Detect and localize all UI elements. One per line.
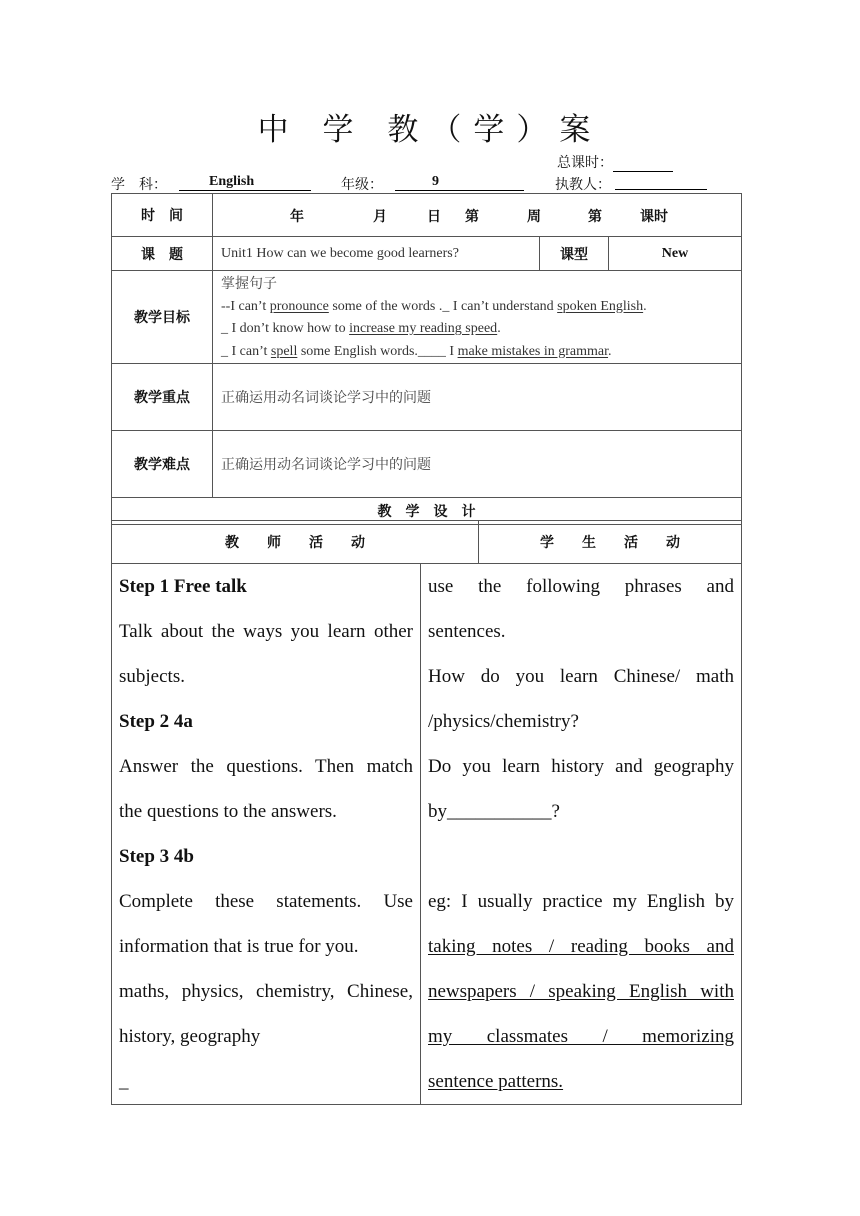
step-1-line-1: Talk about the ways you learn other bbox=[119, 621, 413, 642]
date-cell bbox=[213, 194, 742, 237]
step-3-line-3: maths, physics, chemistry, Chinese, bbox=[119, 981, 413, 1002]
step-1-title: Step 1 Free talk bbox=[119, 576, 247, 597]
student-line-6: by___________? bbox=[428, 801, 560, 822]
goal-spoken-english: spoken English bbox=[557, 298, 644, 314]
total-hours-label: 总课时： bbox=[557, 155, 613, 171]
student-activity-col bbox=[421, 564, 742, 1105]
goal-line-2: _ I don’t know how to increase my reading speed. bbox=[221, 321, 501, 336]
grade-label: 年级： bbox=[341, 177, 383, 193]
key-points-text: 正确运用动名词谈论学习中的问题 bbox=[213, 364, 742, 431]
design-header: 教 学 设 计 bbox=[112, 498, 742, 525]
week-label: 周 bbox=[527, 209, 541, 225]
step-3-line-5: _ bbox=[119, 1071, 129, 1092]
student-line-8: taking notes / reading books and bbox=[428, 936, 734, 957]
step-2-line-1: Answer the questions. Then match bbox=[119, 756, 413, 777]
student-line-9: newspapers / speaking English with bbox=[428, 981, 734, 1002]
step-3-line-1: Complete these statements. Use bbox=[119, 891, 413, 912]
grade-value[interactable]: 9 bbox=[395, 174, 524, 191]
subject-value[interactable]: English bbox=[179, 174, 311, 191]
student-activity-header: 学 生 活 动 bbox=[479, 521, 742, 564]
meta-row bbox=[111, 174, 741, 194]
day-label: 日 bbox=[427, 209, 441, 225]
time-label: 时 间 bbox=[112, 194, 213, 237]
teacher-activity-header: 教 师 活 动 bbox=[112, 521, 479, 564]
goal-line-3: _ I can’t spell some English words.____ I make mistakes in grammar. bbox=[221, 343, 612, 359]
difficulties-text: 正确运用动名词谈论学习中的问题 bbox=[213, 431, 742, 498]
goal-spell: spell bbox=[270, 343, 298, 359]
di-label-1: 第 bbox=[465, 209, 479, 225]
goal-pronounce: pronounce bbox=[269, 298, 329, 314]
activity-table bbox=[111, 563, 742, 1105]
step-3-line-4: history, geography bbox=[119, 1026, 261, 1047]
goals-label: 教学目标 bbox=[112, 271, 213, 364]
year-label: 年 bbox=[290, 209, 304, 225]
student-line-10: my classmates / memorizing bbox=[428, 1026, 734, 1047]
student-line-blank bbox=[428, 834, 734, 879]
student-line-1: use the following phrases and bbox=[428, 576, 734, 597]
student-line-7: eg: I usually practice my English by bbox=[428, 891, 734, 912]
activity-header-table bbox=[111, 520, 742, 564]
student-line-5: Do you learn history and geography bbox=[428, 756, 734, 777]
period-label: 课时 bbox=[640, 209, 668, 225]
total-hours-blank[interactable] bbox=[613, 157, 673, 172]
goal-grammar: make mistakes in grammar bbox=[457, 343, 609, 359]
step-3-title: Step 3 4b bbox=[119, 846, 194, 867]
goals-content bbox=[213, 271, 742, 364]
step-3-line-2: information that is true for you. bbox=[119, 936, 359, 957]
goals-heading: 掌握句子 bbox=[221, 276, 277, 292]
goal-line-1: --I can’t pronounce some of the words ._ I can’t understand spoken English. bbox=[221, 298, 647, 314]
student-line-3: How do you learn Chinese/ math bbox=[428, 666, 734, 687]
goal-reading-speed: increase my reading speed bbox=[349, 321, 498, 336]
type-label: 课型 bbox=[540, 237, 609, 271]
topic-value: Unit1 How can we become good learners? bbox=[213, 237, 540, 271]
teacher-value[interactable] bbox=[615, 174, 707, 190]
student-line-4: /physics/chemistry? bbox=[428, 711, 579, 732]
step-1-line-2: subjects. bbox=[119, 666, 185, 687]
topic-label: 课 题 bbox=[112, 237, 213, 271]
teacher-activity-col bbox=[112, 564, 421, 1105]
lesson-info-table bbox=[111, 193, 742, 525]
subject-label: 学 科： bbox=[111, 177, 167, 193]
teacher-label: 执教人： bbox=[555, 177, 611, 193]
page-title: 中 学 教（学）案 bbox=[257, 112, 603, 148]
student-line-11: sentence patterns. bbox=[428, 1071, 564, 1092]
month-label: 月 bbox=[373, 209, 387, 225]
type-value: New bbox=[609, 237, 742, 271]
student-line-2: sentences. bbox=[428, 621, 506, 642]
di-label-2: 第 bbox=[588, 209, 602, 225]
step-2-line-2: the questions to the answers. bbox=[119, 801, 337, 822]
difficulties-label: 教学难点 bbox=[112, 431, 213, 498]
key-points-label: 教学重点 bbox=[112, 364, 213, 431]
step-2-title: Step 2 4a bbox=[119, 711, 193, 732]
total-hours bbox=[557, 152, 673, 172]
